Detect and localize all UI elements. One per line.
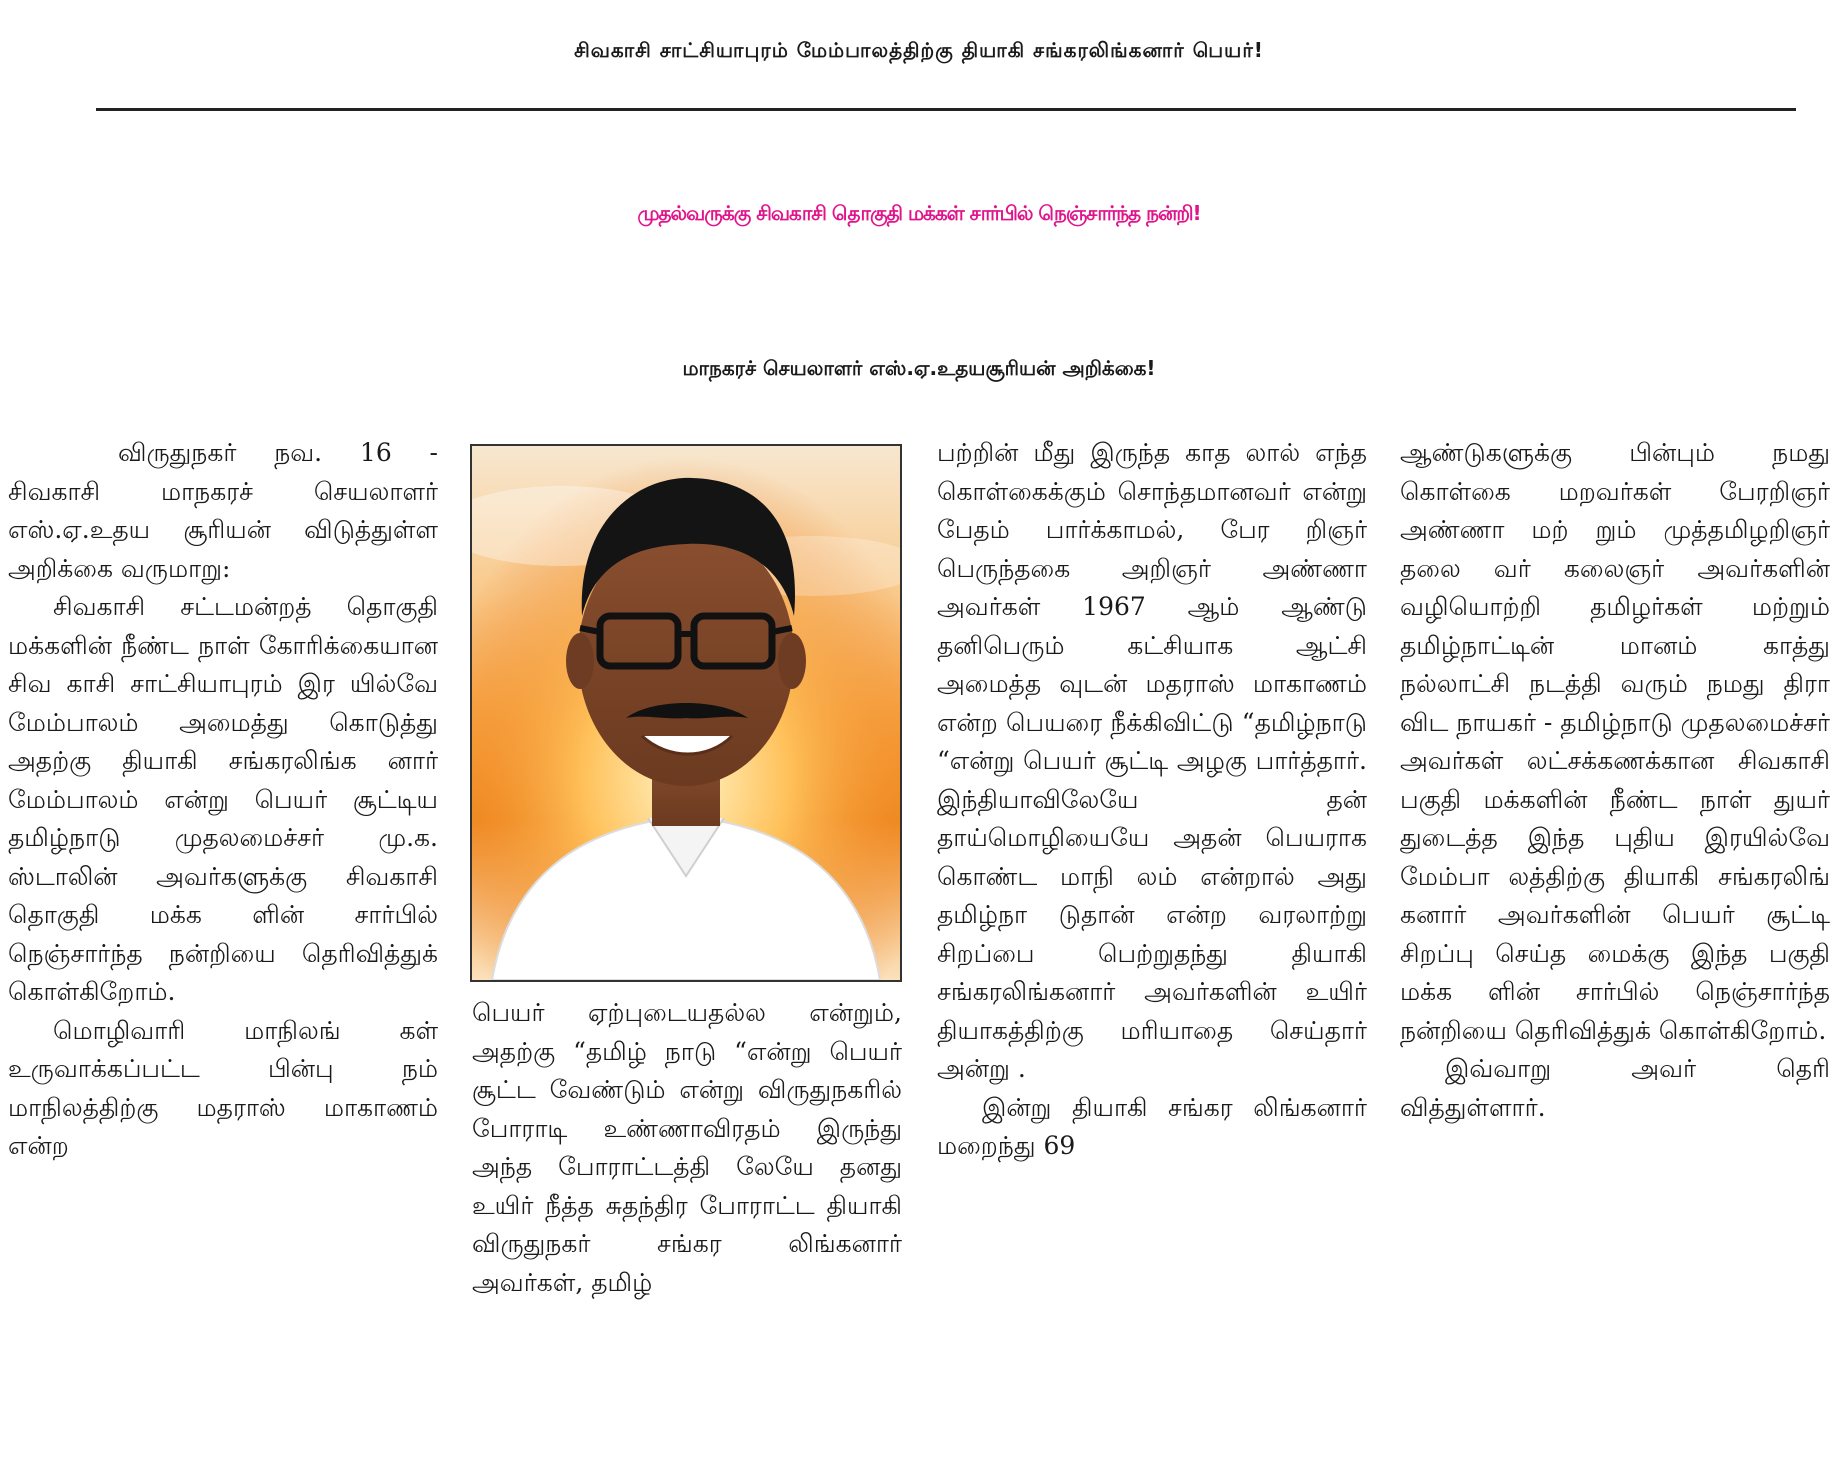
article-column-3 (937, 434, 1367, 1166)
portrait-photo (470, 444, 902, 982)
article-paragraph: ஆண்டுகளுக்கு பின்பும் நமது கொள்கை மறவர்கள் பேரறிஞர் அண்ணா மற் றும் முத்தமிழறிஞர் தலை வர் கலைஞர் அவர்களின் வழியொற்றி தமிழர்கள் மற்றும் தமிழ்நாட்டின் மானம் காத்து நல்லாட்சி நடத்தி வரும் நமது திரா விட நாயகர் - தமிழ்நாடு முதலமைச்சர் அவர்கள் லட்சக்கணக்கான சிவகாசி பகுதி மக்களின் நீண்ட நாள் துயர் துடைத்த இந்த புதிய இரயில்வே மேம்பா லத்திற்கு தியாகி சங்கரலிங் கனார் அவர்களின் பெயர் சூட்டி சிறப்பு செய்த மைக்கு இந்த பகுதி மக்க ளின் சார்பில் நெஞ்சார்ந்த நன்றியை தெரிவித்துக் கொள்கிறோம். (1400, 438, 1830, 1045)
main-headline: முதல்வருக்கு சிவகாசி தொகுதி மக்கள் சார்பில் நெஞ்சார்ந்த நன்றி! (637, 201, 1201, 225)
article-paragraph: சிவகாசி சட்டமன்றத் தொகுதி மக்களின் நீண்ட நாள் கோரிக்கையான சிவ காசி சாட்சியாபுரம் இர யில்வே மேம்பாலம் அமைத்து கொடுத்து அதற்கு தியாகி சங்கரலிங்க னார் மேம்பாலம் என்று பெயர் சூட்டிய தமிழ்நாடு முதலமைச்சர் மு.க. ஸ்டாலின் அவர்களுக்கு சிவகாசி தொகுதி மக்க ளின் சார்பில் நெஞ்சார்ந்த நன்றியை தெரிவித்துக் கொள்கிறோம். (8, 592, 438, 1006)
article-column-1 (8, 434, 438, 1166)
article-paragraph: விருதுநகர் நவ. 16 - சிவகாசி மாநகரச் செயலாளர் எஸ்.ஏ.உதய சூரியன் விடுத்துள்ள அறிக்கை வருமாறு: (8, 438, 438, 583)
headline-divider (96, 108, 1796, 111)
top-headline: சிவகாசி சாட்சியாபுரம் மேம்பாலத்திற்கு தியாகி சங்கரலிங்கனார் பெயர்! (574, 38, 1264, 62)
article-column-2 (472, 994, 902, 1302)
article-paragraph: பற்றின் மீது இருந்த காத லால் எந்த கொள்கைக்கும் சொந்தமானவர் என்று பேதம் பார்க்காமல், பேர றிஞர் பெருந்தகை அறிஞர் அண்ணா அவர்கள் 1967 ஆம் ஆண்டு தனிபெரும் கட்சியாக ஆட்சி அமைத்த வுடன் மதராஸ் மாகாணம் என்ற பெயரை நீக்கிவிட்டு “தமிழ்நாடு “என்று பெயர் சூட்டி அழகு பார்த்தார். இந்தியாவிலேயே தன் தாய்மொழியையே அதன் பெயராக கொண்ட மாநி லம் என்றால் அது தமிழ்நா டுதான் என்ற வரலாற்று சிறப்பை பெற்றுதந்து தியாகி சங்கரலிங்கனார் அவர்களின் உயிர் தியாகத்திற்கு மரியாதை செய்தார் அன்று . (937, 438, 1367, 1083)
article-paragraph: இவ்வாறு அவர் தெரி வித்துள்ளார். (1400, 1054, 1830, 1122)
portrait-illustration (472, 446, 900, 980)
article-paragraph: மொழிவாரி மாநிலங் கள் உருவாக்கப்பட்ட பின்பு நம் மாநிலத்திற்கு மதராஸ் மாகாணம் என்ற (8, 1015, 438, 1160)
article-column-4 (1400, 434, 1830, 1127)
article-paragraph: பெயர் ஏற்புடையதல்ல என்றும், அதற்கு “தமிழ் நாடு “என்று பெயர் சூட்ட வேண்டும் என்று விருதுநகரில் போராடி உண்ணாவிரதம் இருந்து அந்த போராட்டத்தி லேயே தனது உயிர் நீத்த சுதந்திர போராட்ட தியாகி விருதுநகர் சங்கர லிங்கனார் அவர்கள், தமிழ் (472, 998, 902, 1297)
sub-headline: மாநகரச் செயலாளர் எஸ்.ஏ.உதயசூரியன் அறிக்கை! (682, 356, 1156, 380)
article-paragraph: இன்று தியாகி சங்கர லிங்கனார் மறைந்து 69 (937, 1092, 1367, 1160)
